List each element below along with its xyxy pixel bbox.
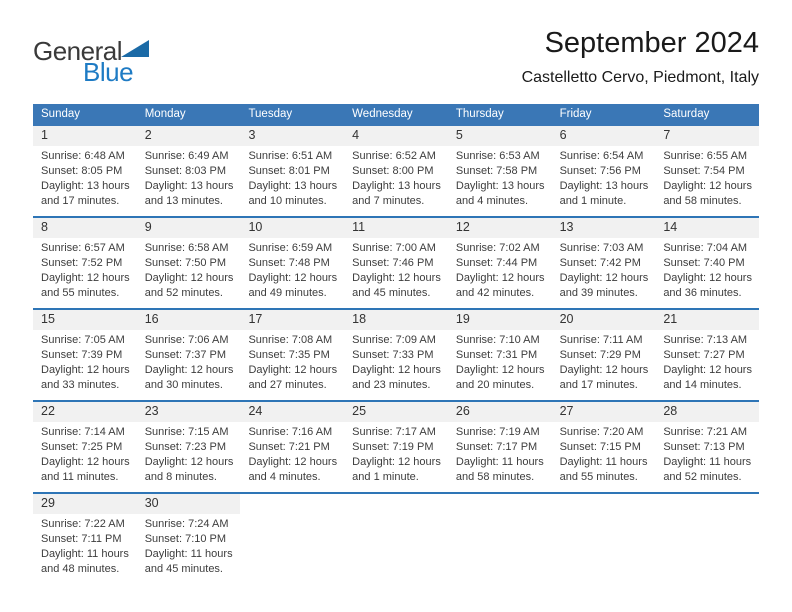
sunrise-line: Sunrise: 7:17 AM: [352, 426, 436, 438]
week-row: [33, 308, 759, 400]
day-details: [448, 146, 552, 209]
sunset-line: Sunset: 7:25 PM: [41, 441, 123, 453]
day-number: 16: [137, 310, 241, 330]
daylight-line-2: and 11 minutes.: [41, 471, 119, 483]
sunset-line: Sunset: 7:19 PM: [352, 441, 434, 453]
day-cell: [137, 310, 241, 400]
daylight-line-2: and 52 minutes.: [144, 287, 223, 299]
day-details: [655, 146, 759, 209]
day-details: [552, 422, 656, 485]
daylight-line-2: and 27 minutes.: [248, 379, 327, 391]
day-details: [344, 330, 448, 393]
day-number: 27: [552, 402, 656, 422]
daylight-line: Daylight: 13 hours: [352, 180, 441, 192]
sunrise-line: Sunrise: 7:03 AM: [559, 242, 644, 254]
sunrise-line: Sunrise: 6:51 AM: [248, 150, 333, 162]
daylight-line: Daylight: 12 hours: [352, 456, 441, 468]
daylight-line-2: and 17 minutes.: [41, 195, 120, 207]
day-details: [33, 330, 137, 393]
week-row: [33, 400, 759, 492]
sunset-line: Sunset: 8:03 PM: [144, 165, 227, 177]
weekday-header-cell: Sunday: [41, 108, 81, 120]
day-number: 9: [137, 218, 241, 238]
day-details: [137, 514, 241, 577]
day-number: 23: [137, 402, 241, 422]
day-cell: [552, 218, 656, 308]
day-number: 26: [448, 402, 552, 422]
daylight-line: Daylight: 12 hours: [663, 272, 752, 284]
sunset-line: Sunset: 7:46 PM: [352, 257, 434, 269]
day-cell: [344, 126, 448, 216]
sunrise-line: Sunrise: 7:05 AM: [41, 334, 125, 346]
day-details: [240, 330, 344, 393]
daylight-line: Daylight: 12 hours: [248, 456, 338, 468]
sunrise-line: Sunrise: 6:54 AM: [559, 150, 644, 162]
calendar-grid: [33, 104, 759, 584]
day-number: 8: [33, 218, 137, 238]
day-details: [33, 146, 137, 209]
sunset-line: Sunset: 7:21 PM: [248, 441, 330, 453]
daylight-line-2: and 14 minutes.: [663, 379, 742, 391]
daylight-line: Daylight: 12 hours: [248, 364, 338, 376]
daylight-line-2: and 58 minutes.: [455, 471, 535, 483]
weekday-header-cell: Wednesday: [352, 108, 413, 120]
day-cell: [344, 402, 448, 492]
daylight-line: Daylight: 12 hours: [352, 364, 441, 376]
weeks-container: [33, 126, 759, 584]
day-number: 29: [33, 494, 137, 514]
daylight-line-2: and 4 minutes.: [248, 471, 321, 483]
daylight-line-2: and 45 minutes.: [352, 287, 431, 299]
daylight-line: Daylight: 12 hours: [144, 456, 234, 468]
sunrise-line: Sunrise: 6:52 AM: [352, 150, 436, 162]
sunset-line: Sunset: 7:54 PM: [663, 165, 745, 177]
day-cell: [137, 402, 241, 492]
day-number: 4: [344, 126, 448, 146]
day-number: 10: [240, 218, 344, 238]
daylight-line: Daylight: 12 hours: [144, 364, 234, 376]
day-cell: [655, 310, 759, 400]
day-number: 6: [552, 126, 656, 146]
sunset-line: Sunset: 7:29 PM: [559, 349, 641, 361]
day-details: [552, 238, 656, 301]
sunrise-line: Sunrise: 7:10 AM: [455, 334, 540, 346]
daylight-line: Daylight: 12 hours: [41, 456, 130, 468]
sunrise-line: Sunrise: 6:58 AM: [144, 242, 229, 254]
week-row: [33, 126, 759, 216]
sunrise-line: Sunrise: 7:00 AM: [352, 242, 436, 254]
daylight-line: Daylight: 12 hours: [248, 272, 338, 284]
day-number: 18: [344, 310, 448, 330]
day-details: [448, 330, 552, 393]
daylight-line-2: and 10 minutes.: [248, 195, 327, 207]
day-number: 28: [655, 402, 759, 422]
daylight-line-2: and 58 minutes.: [663, 195, 742, 207]
day-number: 19: [448, 310, 552, 330]
day-details: [655, 422, 759, 485]
day-cell: [33, 218, 137, 308]
sunset-line: Sunset: 7:39 PM: [41, 349, 123, 361]
day-number: 1: [33, 126, 137, 146]
day-details: [33, 238, 137, 301]
day-cell: [448, 126, 552, 216]
empty-day-cell: [655, 494, 759, 584]
sunrise-line: Sunrise: 7:06 AM: [144, 334, 229, 346]
empty-day-cell: [344, 494, 448, 584]
sunrise-line: Sunrise: 6:49 AM: [144, 150, 229, 162]
day-details: [655, 330, 759, 393]
day-details: [344, 146, 448, 209]
sunrise-line: Sunrise: 7:22 AM: [41, 518, 125, 530]
sunrise-line: Sunrise: 7:08 AM: [248, 334, 333, 346]
daylight-line-2: and 42 minutes.: [455, 287, 535, 299]
daylight-line: Daylight: 12 hours: [559, 272, 649, 284]
day-cell: [344, 310, 448, 400]
weekday-header-cell: Tuesday: [248, 108, 293, 120]
sunrise-line: Sunrise: 6:59 AM: [248, 242, 333, 254]
sunset-line: Sunset: 7:50 PM: [144, 257, 227, 269]
day-cell: [448, 218, 552, 308]
sunset-line: Sunset: 8:05 PM: [41, 165, 123, 177]
page-header: [0, 0, 792, 104]
empty-day-cell: [448, 494, 552, 584]
weekday-header-cell: Thursday: [455, 108, 504, 120]
daylight-line: Daylight: 11 hours: [663, 456, 752, 468]
sunset-line: Sunset: 7:23 PM: [144, 441, 227, 453]
day-details: [137, 422, 241, 485]
daylight-line-2: and 39 minutes.: [559, 287, 638, 299]
day-cell: [240, 310, 344, 400]
sunset-line: Sunset: 7:10 PM: [144, 533, 227, 545]
sunset-line: Sunset: 7:35 PM: [248, 349, 330, 361]
day-cell: [33, 126, 137, 216]
day-details: [448, 422, 552, 485]
sunrise-line: Sunrise: 7:11 AM: [559, 334, 643, 346]
day-cell: [552, 310, 656, 400]
empty-day-cell: [552, 494, 656, 584]
day-cell: [552, 126, 656, 216]
daylight-line-2: and 52 minutes.: [663, 471, 742, 483]
day-cell: [344, 218, 448, 308]
daylight-line-2: and 36 minutes.: [663, 287, 742, 299]
day-details: [552, 330, 656, 393]
sunset-line: Sunset: 8:00 PM: [352, 165, 434, 177]
day-details: [33, 514, 137, 577]
day-cell: [33, 494, 137, 584]
daylight-line-2: and 1 minute.: [559, 195, 627, 207]
day-number: 30: [137, 494, 241, 514]
day-number: 5: [448, 126, 552, 146]
week-row: [33, 492, 759, 584]
sunset-line: Sunset: 7:52 PM: [41, 257, 123, 269]
day-cell: [33, 402, 137, 492]
weekday-header-cell: Saturday: [663, 108, 710, 120]
daylight-line-2: and 1 minute.: [352, 471, 419, 483]
daylight-line-2: and 49 minutes.: [248, 287, 327, 299]
day-number: 25: [344, 402, 448, 422]
day-number: 24: [240, 402, 344, 422]
day-cell: [33, 310, 137, 400]
logo-triangle-icon: [121, 40, 149, 57]
day-number: 17: [240, 310, 344, 330]
day-cell: [240, 126, 344, 216]
day-cell: [655, 218, 759, 308]
daylight-line-2: and 13 minutes.: [144, 195, 223, 207]
daylight-line: Daylight: 12 hours: [455, 272, 545, 284]
sunrise-line: Sunrise: 6:55 AM: [663, 150, 748, 162]
empty-day-cell: [240, 494, 344, 584]
sunset-line: Sunset: 7:27 PM: [663, 349, 745, 361]
day-cell: [552, 402, 656, 492]
daylight-line: Daylight: 12 hours: [144, 272, 234, 284]
sunset-line: Sunset: 7:42 PM: [559, 257, 641, 269]
day-number: 2: [137, 126, 241, 146]
sunrise-line: Sunrise: 7:20 AM: [559, 426, 644, 438]
sunset-line: Sunset: 7:48 PM: [248, 257, 330, 269]
daylight-line-2: and 33 minutes.: [41, 379, 120, 391]
day-details: [344, 238, 448, 301]
sunrise-line: Sunrise: 7:16 AM: [248, 426, 333, 438]
day-details: [655, 238, 759, 301]
day-cell: [240, 218, 344, 308]
daylight-line-2: and 4 minutes.: [455, 195, 529, 207]
sunrise-line: Sunrise: 7:19 AM: [455, 426, 540, 438]
calendar-location-subtitle: Castelletto Cervo, Piedmont, Italy: [521, 68, 759, 86]
sunset-line: Sunset: 7:40 PM: [663, 257, 745, 269]
sunrise-line: Sunrise: 7:02 AM: [455, 242, 540, 254]
day-number: 20: [552, 310, 656, 330]
day-details: [137, 238, 241, 301]
sunrise-line: Sunrise: 7:15 AM: [144, 426, 229, 438]
sunset-line: Sunset: 7:37 PM: [144, 349, 227, 361]
daylight-line-2: and 23 minutes.: [352, 379, 431, 391]
daylight-line: Daylight: 12 hours: [455, 364, 545, 376]
day-cell: [240, 402, 344, 492]
day-details: [33, 422, 137, 485]
sunset-line: Sunset: 7:11 PM: [41, 533, 122, 545]
day-number: 3: [240, 126, 344, 146]
day-details: [552, 146, 656, 209]
daylight-line-2: and 55 minutes.: [41, 287, 120, 299]
title-block: [522, 28, 759, 87]
daylight-line: Daylight: 13 hours: [248, 180, 338, 192]
sunset-line: Sunset: 8:01 PM: [248, 165, 330, 177]
day-cell: [448, 310, 552, 400]
logo-text-blue: Blue: [83, 57, 134, 87]
sunset-line: Sunset: 7:13 PM: [663, 441, 745, 453]
day-cell: [655, 402, 759, 492]
sunset-line: Sunset: 7:17 PM: [455, 441, 538, 453]
sunrise-line: Sunrise: 7:21 AM: [663, 426, 748, 438]
day-details: [240, 146, 344, 209]
daylight-line: Daylight: 11 hours: [41, 548, 129, 560]
daylight-line-2: and 30 minutes.: [144, 379, 223, 391]
sunset-line: Sunset: 7:58 PM: [455, 165, 538, 177]
sunrise-line: Sunrise: 7:13 AM: [663, 334, 748, 346]
daylight-line: Daylight: 12 hours: [559, 364, 649, 376]
sunrise-line: Sunrise: 7:14 AM: [41, 426, 125, 438]
weekday-header-row: [33, 104, 759, 126]
daylight-line: Daylight: 11 hours: [455, 456, 544, 468]
daylight-line: Daylight: 13 hours: [559, 180, 649, 192]
sunset-line: Sunset: 7:31 PM: [455, 349, 538, 361]
daylight-line-2: and 7 minutes.: [352, 195, 425, 207]
day-cell: [137, 494, 241, 584]
daylight-line: Daylight: 11 hours: [559, 456, 648, 468]
day-number: 12: [448, 218, 552, 238]
sunrise-line: Sunrise: 7:09 AM: [352, 334, 436, 346]
daylight-line: Daylight: 11 hours: [144, 548, 233, 560]
daylight-line-2: and 17 minutes.: [559, 379, 638, 391]
day-number: 13: [552, 218, 656, 238]
daylight-line-2: and 48 minutes.: [41, 563, 120, 575]
daylight-line: Daylight: 13 hours: [41, 180, 130, 192]
sunrise-line: Sunrise: 6:48 AM: [41, 150, 125, 162]
day-cell: [655, 126, 759, 216]
day-details: [240, 422, 344, 485]
day-number: 22: [33, 402, 137, 422]
weekday-header-cell: Monday: [144, 108, 186, 120]
calendar-title: September 2024: [544, 27, 759, 59]
day-cell: [137, 218, 241, 308]
day-cell: [137, 126, 241, 216]
day-details: [344, 422, 448, 485]
day-details: [137, 146, 241, 209]
sunrise-line: Sunrise: 6:57 AM: [41, 242, 125, 254]
general-blue-logo: [33, 36, 173, 96]
daylight-line-2: and 45 minutes.: [144, 563, 223, 575]
day-number: 11: [344, 218, 448, 238]
daylight-line-2: and 55 minutes.: [559, 471, 638, 483]
weekday-header-cell: Friday: [559, 108, 592, 120]
day-number: 15: [33, 310, 137, 330]
sunrise-line: Sunrise: 6:53 AM: [455, 150, 540, 162]
daylight-line: Daylight: 13 hours: [455, 180, 545, 192]
day-number: 21: [655, 310, 759, 330]
daylight-line-2: and 8 minutes.: [144, 471, 217, 483]
daylight-line: Daylight: 12 hours: [663, 180, 752, 192]
sunset-line: Sunset: 7:44 PM: [455, 257, 538, 269]
day-details: [240, 238, 344, 301]
sunrise-line: Sunrise: 7:24 AM: [144, 518, 229, 530]
week-row: [33, 216, 759, 308]
daylight-line-2: and 20 minutes.: [455, 379, 535, 391]
daylight-line: Daylight: 12 hours: [352, 272, 441, 284]
day-number: 7: [655, 126, 759, 146]
day-details: [137, 330, 241, 393]
logo-text-general: General: [33, 36, 122, 66]
sunrise-line: Sunrise: 7:04 AM: [663, 242, 748, 254]
daylight-line: Daylight: 12 hours: [41, 364, 130, 376]
sunset-line: Sunset: 7:15 PM: [559, 441, 641, 453]
day-number: 14: [655, 218, 759, 238]
daylight-line: Daylight: 12 hours: [663, 364, 752, 376]
sunset-line: Sunset: 7:33 PM: [352, 349, 434, 361]
sunset-line: Sunset: 7:56 PM: [559, 165, 641, 177]
daylight-line: Daylight: 12 hours: [41, 272, 130, 284]
day-cell: [448, 402, 552, 492]
daylight-line: Daylight: 13 hours: [144, 180, 234, 192]
day-details: [448, 238, 552, 301]
